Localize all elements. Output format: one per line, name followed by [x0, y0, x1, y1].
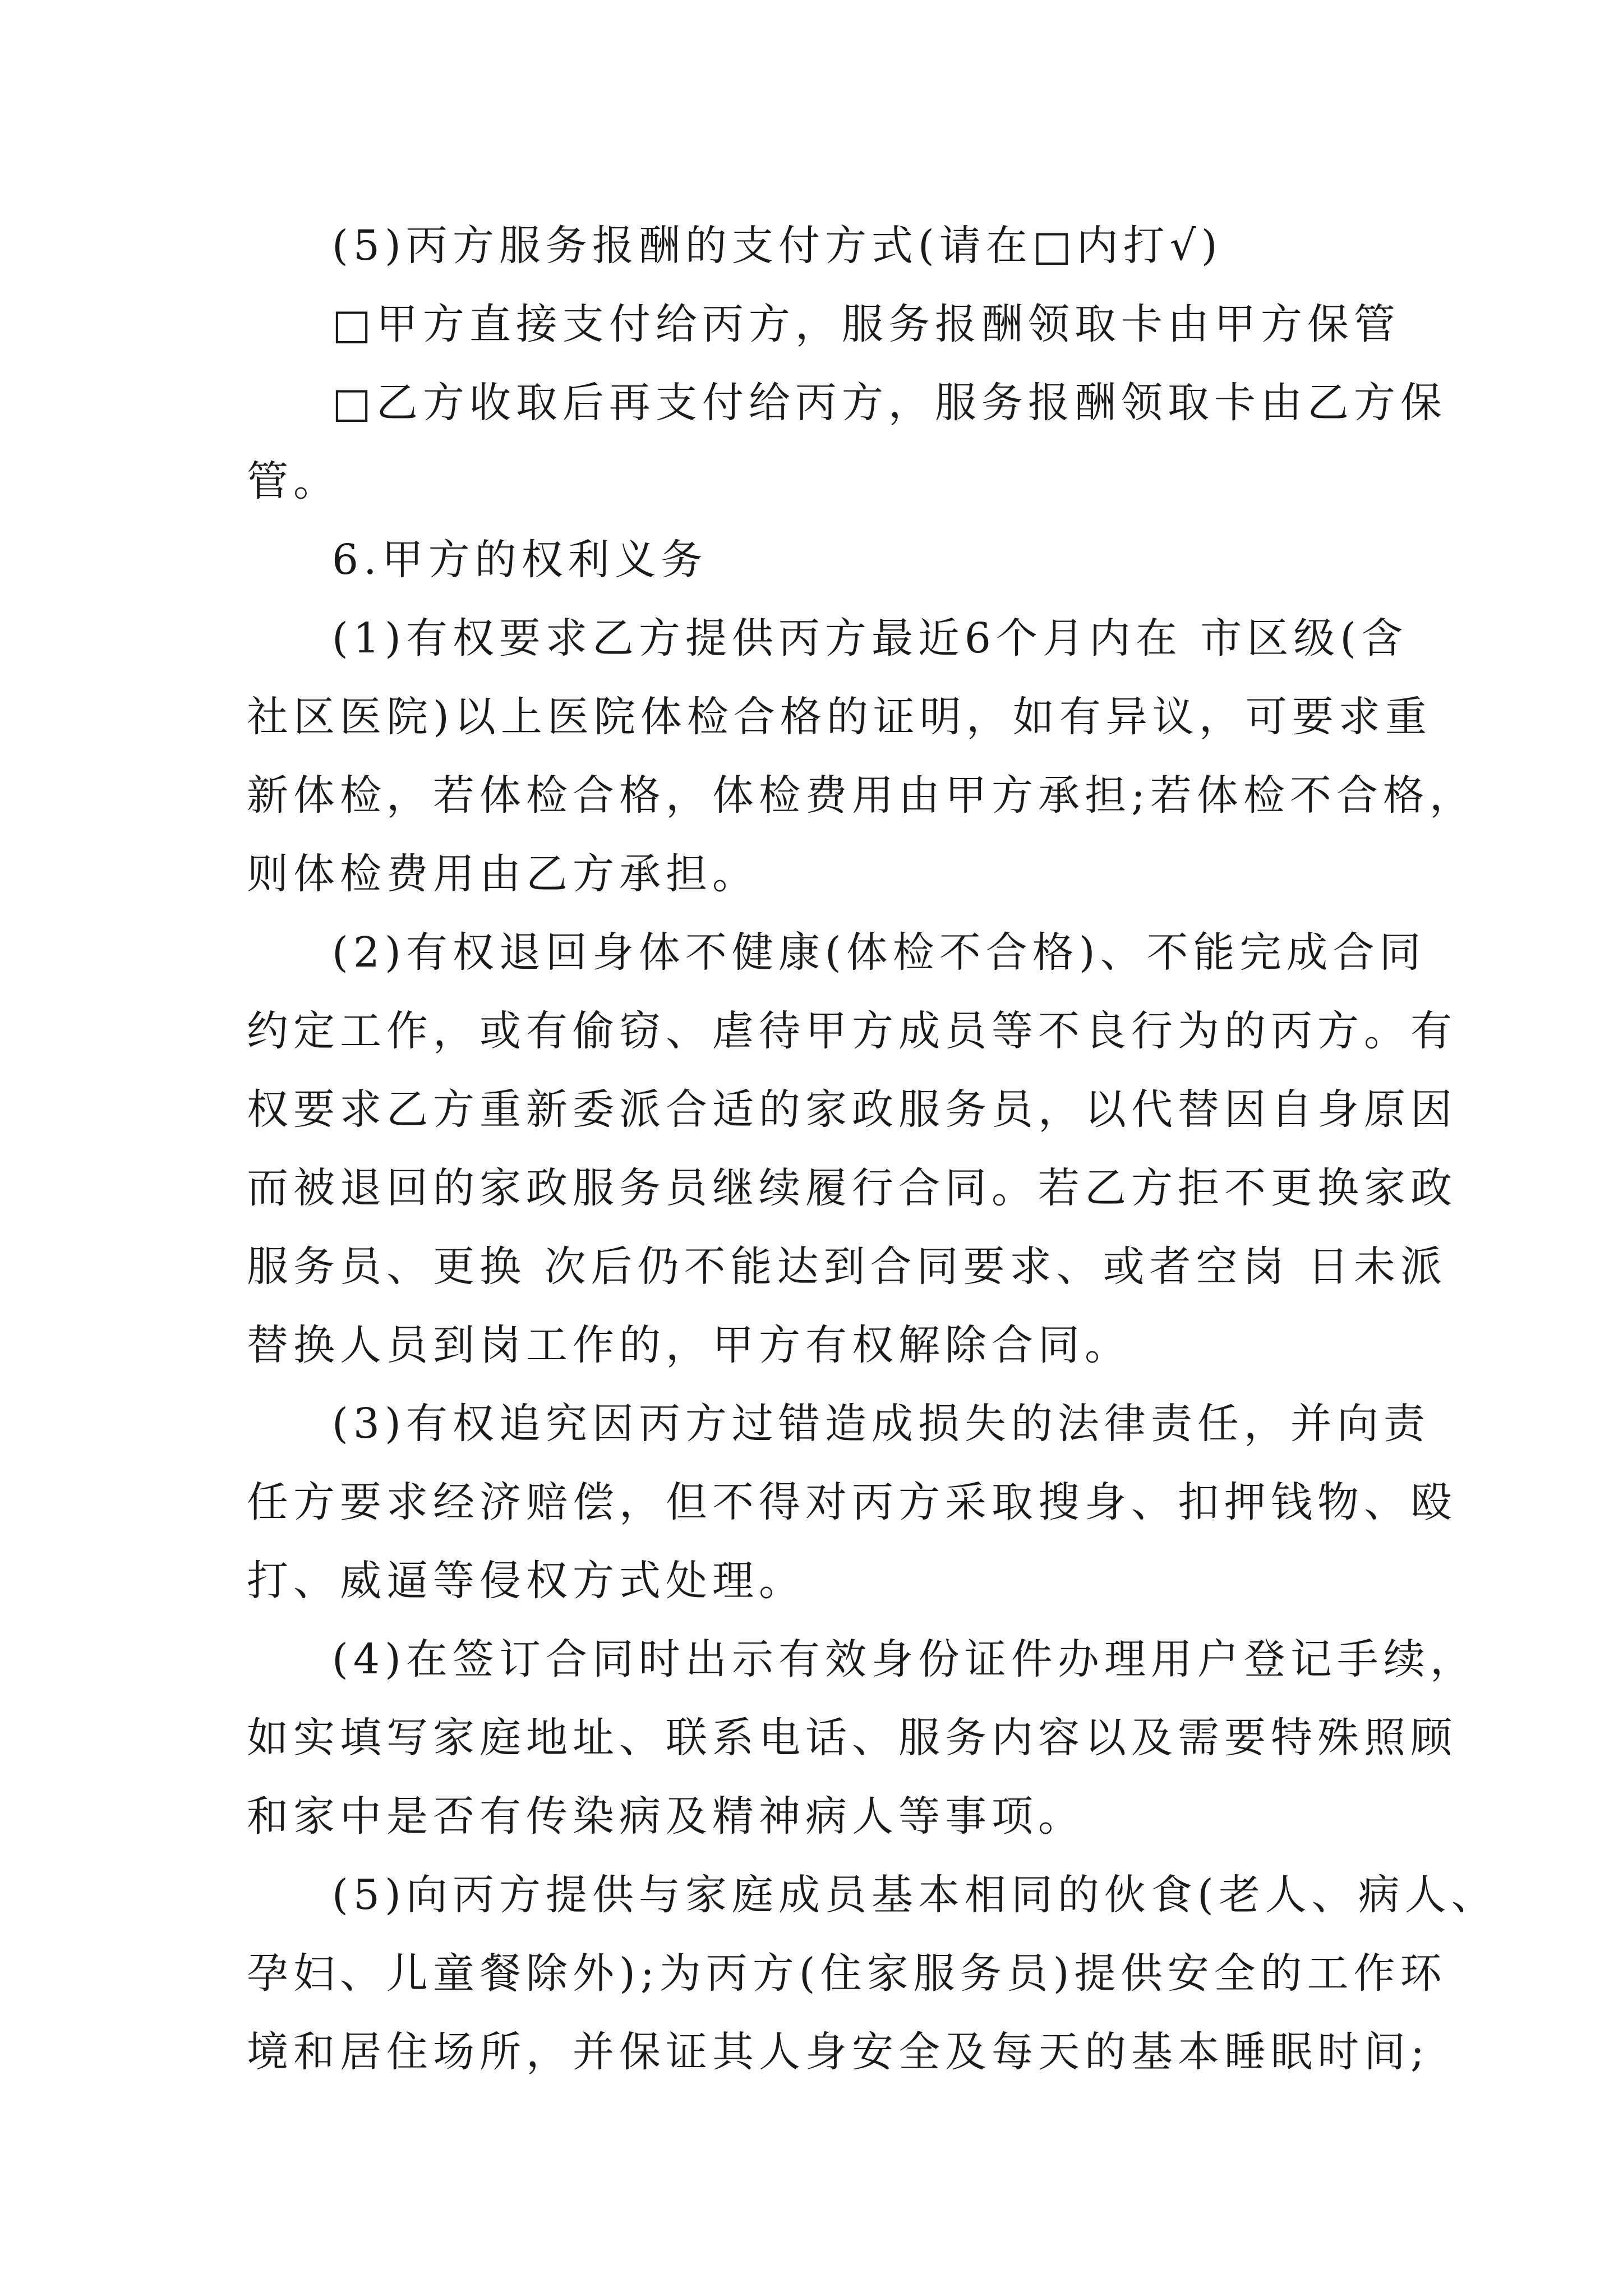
text-line: 服务员、更换 次后仍不能达到合同要求、或者空岗 日未派 — [247, 1243, 1447, 1291]
text-line: □甲方直接支付给丙方，服务报酬领取卡由甲方保管 — [332, 300, 1400, 348]
text-line: 和家中是否有传染病及精神病人等事项。 — [247, 1792, 1085, 1841]
text-line: 权要求乙方重新委派合适的家政服务员，以代替因自身原因 — [247, 1085, 1457, 1134]
text-line: (5)丙方服务报酬的支付方式(请在□内打√) — [332, 222, 1223, 270]
section-heading: 6.甲方的权利义务 — [332, 536, 708, 584]
text-line: 境和居住场所，并保证其人身安全及每天的基本睡眠时间; — [247, 2028, 1430, 2076]
text-line: (1)有权要求乙方提供丙方最近6个月内在 市区级(含 — [332, 614, 1408, 662]
text-line: (3)有权追究因丙方过错造成损失的法律责任，并向责 — [332, 1400, 1430, 1448]
text-line: 孕妇、儿童餐除外);为丙方(住家服务员)提供安全的工作环 — [247, 1949, 1447, 1998]
text-line: 而被退回的家政服务员继续履行合同。若乙方拒不更换家政 — [247, 1164, 1457, 1212]
text-line: (5)向丙方提供与家庭成员基本相同的伙食(老人、病人、 — [332, 1871, 1498, 1919]
text-line: 打、威逼等侵权方式处理。 — [247, 1557, 805, 1605]
text-line: 任方要求经济赔偿，但不得对丙方采取搜身、扣押钱物、殴 — [247, 1478, 1457, 1526]
text-line: (2)有权退回身体不健康(体检不合格)、不能完成合同 — [332, 928, 1426, 977]
text-line: 约定工作，或有偷窃、虐待甲方成员等不良行为的丙方。有 — [247, 1007, 1457, 1055]
text-line: 替换人员到岗工作的，甲方有权解除合同。 — [247, 1321, 1131, 1369]
text-line: (4)在签订合同时出示有效身份证件办理用户登记手续， — [332, 1635, 1477, 1683]
text-line: 则体检费用由乙方承担。 — [247, 850, 759, 898]
text-line: 社区医院)以上医院体检合格的证明，如有异议，可要求重 — [247, 693, 1432, 741]
text-line: 新体检，若体检合格，体检费用由甲方承担;若体检不合格， — [247, 771, 1476, 820]
contract-text — [247, 206, 1498, 2091]
text-line: 如实填写家庭地址、联系电话、服务内容以及需要特殊照顾 — [247, 1714, 1457, 1762]
text-line: 管。 — [247, 457, 340, 505]
text-line: □乙方收取后再支付给丙方，服务报酬领取卡由乙方保 — [332, 379, 1447, 427]
